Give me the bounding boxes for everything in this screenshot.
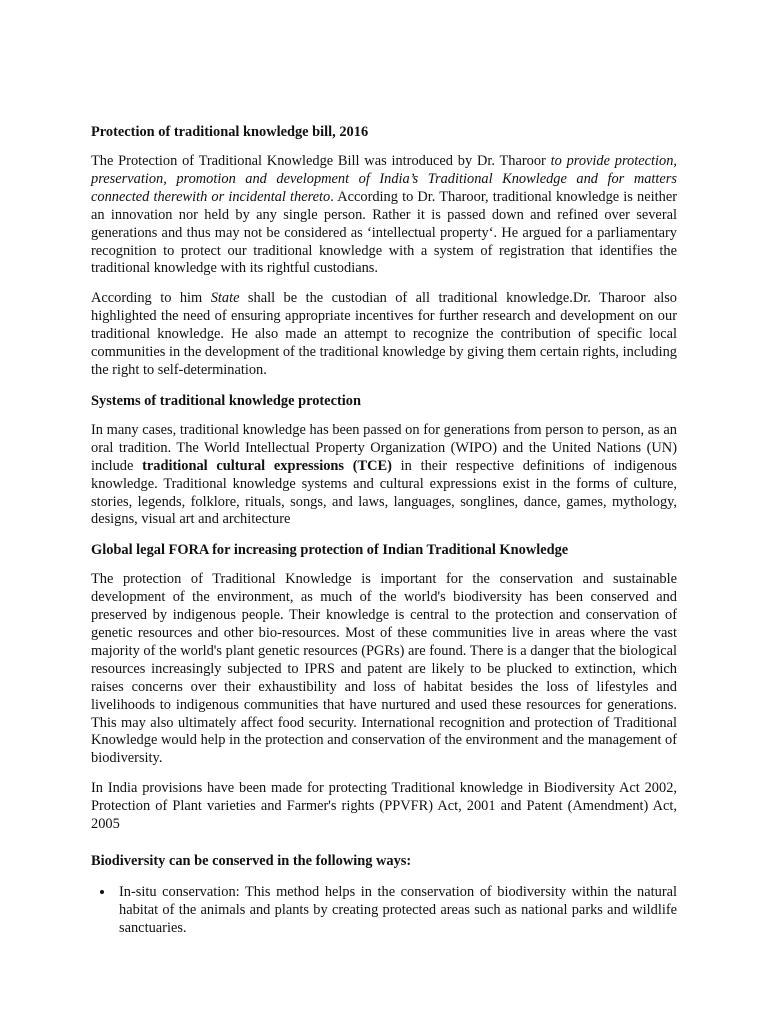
paragraph-tk-bill-custodian	[91, 290, 677, 380]
section-heading-tk-systems: Systems of traditional knowledge protection	[91, 392, 361, 409]
list-item: • In-situ conservation: This method helps in the conservation of biodiversity within the natural habitat of the animals and plants by creating protected areas such as national parks and wildlife sanctuaries.	[115, 884, 677, 938]
italic-text-run: to provide protection, preservation, promotion and development of India’s Traditional Knowledge and for matters connected therewith or incidental thereto	[91, 153, 678, 205]
paragraph-tk-bill-intro	[91, 153, 677, 278]
bold-text-run: traditional cultural expressions (TCE)	[142, 457, 392, 474]
paragraph-global-fora: The protection of Traditional Knowledge is important for the conservation and sustainable development of the environment, as much of the world's biodiversity has been conserved and preserved by indigenous people. Their knowledge is central to the protection and conservation of genetic resources and other bio-resources. Most of these communities live in areas where the vast majority of the world's plant genetic resources (PGRs) are found. There is a danger that the biological resources increasingly subjected to IPRS and patent are likely to be plucked to extinction, which raises concerns over their exhaustibility and loss of habitat besides the loss of lifestyles and livelihoods to indigenous communities that have nurtured and used these resources for generations. This may also ultimately affect food security. International recognition and protection of Traditional Knowledge would help in the protection and conservation of the environment and the management of biodiversity.	[91, 571, 677, 767]
biodiversity-list	[91, 884, 677, 938]
text-run: . According to Dr. Tharoor, traditional knowledge is neither an innovation nor held by any single person. Rather it is passed down and refined over several generations and thus may not be considered as ‘intellectual property‘. He argued for a parliamentary recognition to protect our traditional knowledge with a system of registration that identifies the traditional knowledge with its rightful custodians.	[91, 188, 677, 277]
paragraph-india-provisions: In India provisions have been made for protecting Traditional knowledge in Biodiversity Act 2002, Protection of Plant varieties and Farmer's rights (PPVFR) Act, 2001 and Patent (Amendment) Act, 2005	[91, 780, 677, 833]
text-run: in their respective definitions of indigenous knowledge. Traditional knowledge systems and cultural expressions exist in the forms of culture, stories, legends, folklore, rituals, songs, and laws, languages, songlines, dance, games, mythology, designs, visual art and architecture	[91, 457, 677, 528]
text-run: According to him	[91, 290, 211, 307]
text-run: In many cases, traditional knowledge has been passed on for generations from person to person, as an oral tradition. The World Intellectual Property Organization (WIPO) and the United Nations (UN) include	[91, 421, 677, 474]
italic-text-run: State	[210, 290, 240, 307]
section-heading-global-fora: Global legal FORA for increasing protection of Indian Traditional Knowledge	[91, 542, 569, 559]
section-heading-biodiversity: Biodiversity can be conserved in the following ways:	[91, 853, 412, 869]
section-heading-tk-bill: Protection of traditional knowledge bill, 2016	[91, 124, 369, 140]
text-run: shall be the custodian of all traditional knowledge.Dr. Tharoor also highlighted the need of ensuring appropriate incentives for further research and development on our traditional knowledge. He also made an attempt to recognize the contribution of specific local communities in the development of the traditional knowledge by giving them certain rights, including the right to self-determination.	[91, 290, 677, 378]
text-run: The Protection of Traditional Knowledge Bill was introduced by Dr. Tharoor	[91, 153, 551, 169]
paragraph-tk-systems	[91, 422, 677, 529]
